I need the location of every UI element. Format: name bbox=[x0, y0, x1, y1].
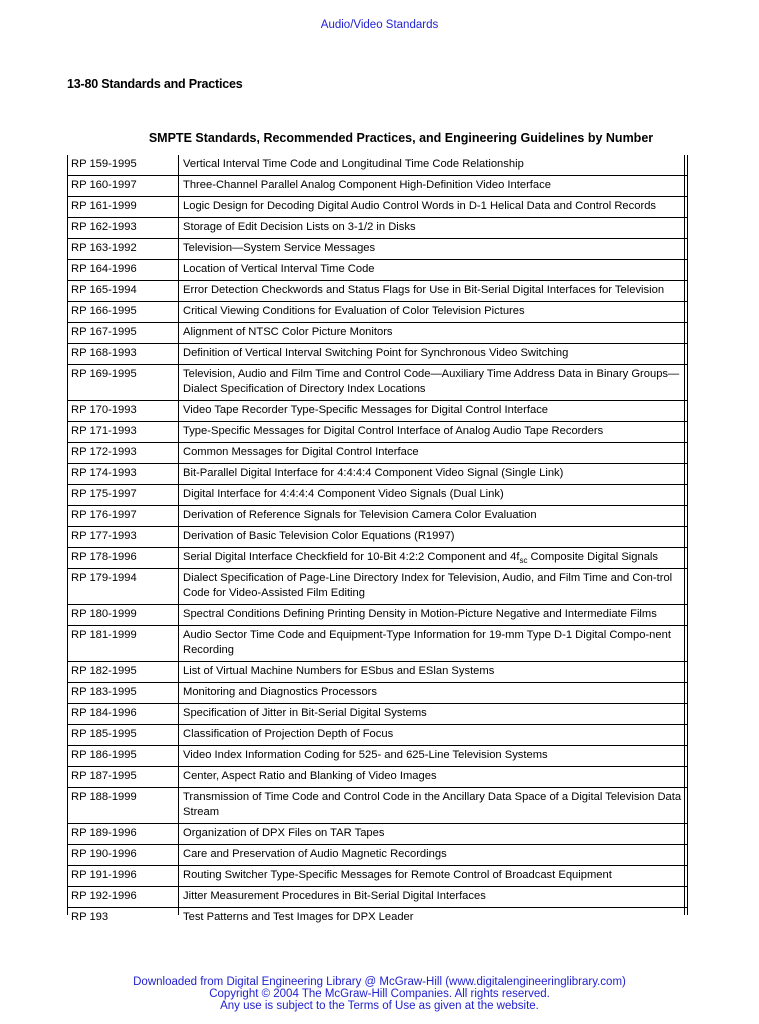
table-row bbox=[67, 401, 688, 422]
standard-title: Vertical Interval Time Code and Longitudinal Time Code Relationship bbox=[179, 155, 688, 176]
header-link[interactable]: Audio/Video Standards bbox=[320, 19, 439, 31]
standard-title: Center, Aspect Ratio and Blanking of Video Images bbox=[179, 767, 688, 788]
table-row bbox=[67, 302, 688, 323]
standard-number: RP 166-1995 bbox=[67, 302, 179, 323]
standard-number: RP 177-1993 bbox=[67, 527, 179, 548]
standard-title: Location of Vertical Interval Time Code bbox=[179, 260, 688, 281]
table-title: SMPTE Standards, Recommended Practices, and Engineering Guidelines by Number bbox=[148, 131, 654, 145]
standard-title: Common Messages for Digital Control Interface bbox=[179, 443, 688, 464]
standard-title: Specification of Jitter in Bit-Serial Digital Systems bbox=[179, 704, 688, 725]
standard-number: RP 167-1995 bbox=[67, 323, 179, 344]
standard-title: List of Virtual Machine Numbers for ESbus and ESlan Systems bbox=[179, 662, 688, 683]
standard-number: RP 186-1995 bbox=[67, 746, 179, 767]
standard-number: RP 179-1994 bbox=[67, 569, 179, 605]
table-row bbox=[67, 845, 688, 866]
standard-title: Jitter Measurement Procedures in Bit-Serial Digital Interfaces bbox=[179, 887, 688, 908]
standard-title: Audio Sector Time Code and Equipment-Type Information for 19-mm Type D-1 Digital Compo-nent Recording bbox=[179, 626, 688, 662]
standard-number: RP 175-1997 bbox=[67, 485, 179, 506]
standard-number: RP 161-1999 bbox=[67, 197, 179, 218]
standard-title: Television—System Service Messages bbox=[179, 239, 688, 260]
standard-title: Storage of Edit Decision Lists on 3-1/2 in Disks bbox=[179, 218, 688, 239]
standard-number: RP 191-1996 bbox=[67, 866, 179, 887]
footer-line-3[interactable]: Any use is subject to the Terms of Use as given at the website. bbox=[220, 1000, 539, 1012]
standard-title: Digital Interface for 4:4:4:4 Component Video Signals (Dual Link) bbox=[179, 485, 688, 506]
table-row bbox=[67, 662, 688, 683]
table-row bbox=[67, 443, 688, 464]
standard-title: Care and Preservation of Audio Magnetic Recordings bbox=[179, 845, 688, 866]
standard-number: RP 181-1999 bbox=[67, 626, 179, 662]
footer-line-1[interactable]: Downloaded from Digital Engineering Library @ McGraw-Hill (www.digitalengineeringlibrary.com) bbox=[133, 976, 626, 988]
table-row bbox=[67, 527, 688, 548]
table-row bbox=[67, 506, 688, 527]
standard-number: RP 190-1996 bbox=[67, 845, 179, 866]
standard-number: RP 189-1996 bbox=[67, 824, 179, 845]
table-row bbox=[67, 908, 688, 929]
table-row bbox=[67, 365, 688, 401]
table-row bbox=[67, 344, 688, 365]
table-row bbox=[67, 704, 688, 725]
standard-title: Derivation of Basic Television Color Equations (R1997) bbox=[179, 527, 688, 548]
table-row bbox=[67, 422, 688, 443]
standard-number: RP 187-1995 bbox=[67, 767, 179, 788]
standard-number: RP 182-1995 bbox=[67, 662, 179, 683]
standard-title: Type-Specific Messages for Digital Control Interface of Analog Audio Tape Recorders bbox=[179, 422, 688, 443]
table-row bbox=[67, 155, 688, 176]
table-row bbox=[67, 569, 688, 605]
table-row bbox=[67, 887, 688, 908]
standard-title: Critical Viewing Conditions for Evaluation of Color Television Pictures bbox=[179, 302, 688, 323]
table-row bbox=[67, 788, 688, 824]
standard-number: RP 174-1993 bbox=[67, 464, 179, 485]
standard-title: Television, Audio and Film Time and Control Code—Auxiliary Time Address Data in Binary Groups—Dialect Specification of Directory Index Locations bbox=[179, 365, 688, 401]
table-row bbox=[67, 767, 688, 788]
standard-title bbox=[179, 548, 688, 569]
standard-number: RP 192-1996 bbox=[67, 887, 179, 908]
standard-title: Spectral Conditions Defining Printing Density in Motion-Picture Negative and Intermediate Films bbox=[179, 605, 688, 626]
standard-number: RP 170-1993 bbox=[67, 401, 179, 422]
table-row bbox=[67, 866, 688, 887]
standard-number: RP 183-1995 bbox=[67, 683, 179, 704]
standards-table-grid bbox=[67, 155, 688, 928]
standard-title: Routing Switcher Type-Specific Messages for Remote Control of Broadcast Equipment bbox=[179, 866, 688, 887]
standard-title: Alignment of NTSC Color Picture Monitors bbox=[179, 323, 688, 344]
standard-title: Bit-Parallel Digital Interface for 4:4:4:4 Component Video Signal (Single Link) bbox=[179, 464, 688, 485]
standard-title: Dialect Specification of Page-Line Directory Index for Television, Audio, and Film Time and Con-trol Code for Video-Assisted Film Editing bbox=[179, 569, 688, 605]
standard-title: Test Patterns and Test Images for DPX Leader bbox=[183, 911, 414, 923]
standard-number: RP 185-1995 bbox=[67, 725, 179, 746]
standard-number: RP 165-1994 bbox=[67, 281, 179, 302]
standard-number: RP 180-1999 bbox=[67, 605, 179, 626]
standard-number: RP 171-1993 bbox=[67, 422, 179, 443]
standard-title-part: Serial Digital Interface Checkfield for 10-Bit 4:2:2 Component and 4f bbox=[183, 551, 520, 563]
section-title: 13-80 Standards and Practices bbox=[67, 77, 243, 91]
table-row bbox=[67, 197, 688, 218]
table-row bbox=[67, 746, 688, 767]
standard-title: Logic Design for Decoding Digital Audio Control Words in D-1 Helical Data and Control Records bbox=[179, 197, 688, 218]
table-row bbox=[67, 725, 688, 746]
standard-number: RP 169-1995 bbox=[67, 365, 179, 401]
table-row bbox=[67, 239, 688, 260]
standard-number: RP 193 bbox=[71, 911, 109, 923]
standard-title: Organization of DPX Files on TAR Tapes bbox=[179, 824, 688, 845]
table-row bbox=[67, 548, 688, 569]
table-row bbox=[67, 218, 688, 239]
footer[interactable] bbox=[0, 976, 759, 1012]
standard-title: Transmission of Time Code and Control Code in the Ancillary Data Space of a Digital Television Data Stream bbox=[179, 788, 688, 824]
standard-number: RP 162-1993 bbox=[67, 218, 179, 239]
standard-title-part: Composite Digital Signals bbox=[527, 551, 659, 563]
standard-number: RP 188-1999 bbox=[67, 788, 179, 824]
table-row bbox=[67, 176, 688, 197]
standard-title: Derivation of Reference Signals for Television Camera Color Evaluation bbox=[179, 506, 688, 527]
table-row bbox=[67, 605, 688, 626]
table-row bbox=[67, 626, 688, 662]
standard-title: Classification of Projection Depth of Focus bbox=[179, 725, 688, 746]
table-row bbox=[67, 281, 688, 302]
standard-number: RP 168-1993 bbox=[67, 344, 179, 365]
standard-number: RP 172-1993 bbox=[67, 443, 179, 464]
standards-table bbox=[67, 155, 688, 923]
standard-number: RP 184-1996 bbox=[67, 704, 179, 725]
table-row bbox=[67, 464, 688, 485]
standard-number: RP 160-1997 bbox=[67, 176, 179, 197]
footer-line-2[interactable]: Copyright © 2004 The McGraw-Hill Companies. All rights reserved. bbox=[209, 988, 550, 1000]
standard-number: RP 159-1995 bbox=[67, 155, 179, 176]
standard-title: Video Index Information Coding for 525- and 625-Line Television Systems bbox=[179, 746, 688, 767]
standard-title: Monitoring and Diagnostics Processors bbox=[179, 683, 688, 704]
standard-title: Definition of Vertical Interval Switching Point for Synchronous Video Switching bbox=[179, 344, 688, 365]
standard-number: RP 164-1996 bbox=[67, 260, 179, 281]
standard-title: Error Detection Checkwords and Status Flags for Use in Bit-Serial Digital Interfaces for Television bbox=[179, 281, 688, 302]
table-row bbox=[67, 683, 688, 704]
table-row bbox=[67, 824, 688, 845]
standard-number: RP 178-1996 bbox=[67, 548, 179, 569]
table-row bbox=[67, 323, 688, 344]
standard-number: RP 176-1997 bbox=[67, 506, 179, 527]
standard-title: Video Tape Recorder Type-Specific Messages for Digital Control Interface bbox=[179, 401, 688, 422]
standard-title: Three-Channel Parallel Analog Component High-Definition Video Interface bbox=[179, 176, 688, 197]
table-row bbox=[67, 260, 688, 281]
standard-number: RP 163-1992 bbox=[67, 239, 179, 260]
standard-title-subscript: sc bbox=[519, 556, 528, 565]
table-row bbox=[67, 485, 688, 506]
